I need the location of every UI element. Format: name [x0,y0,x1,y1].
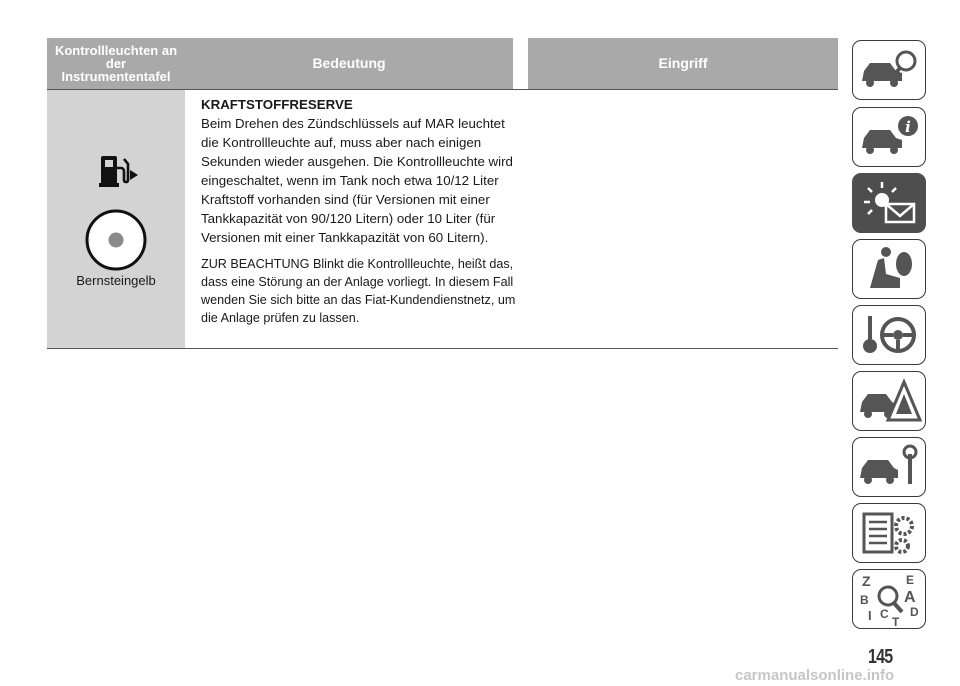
tab-letter-e: E [906,573,915,587]
tab-letter-i: I [868,608,872,623]
svg-text:i: i [905,118,911,136]
tab-warning-lights[interactable] [852,173,926,233]
tab-letter-b: B [860,593,869,607]
warning-title: KRAFTSTOFFRESERVE [201,97,353,112]
tab-index[interactable] [852,569,926,629]
meaning-cell [201,95,516,327]
car-info-icon [856,112,922,162]
car-breakdown-warning-icon [856,376,922,426]
header-lamps [47,38,185,89]
tab-letter-c: C [880,607,889,621]
warning-light-message-icon [856,178,922,228]
lamp-cell [47,90,185,348]
warning-note: ZUR BEACHTUNG Blinkt die Kontrollleuchte, heißt das, dass eine Störung an der Anlage vorliegt. In diesem Fall wenden Sie sich bitte an das Fiat-Kundendienstnetz, um die Anlage prüfen zu lassen. [201,257,516,325]
tab-emergency[interactable] [852,371,926,431]
tab-knowing-car[interactable] [852,40,926,100]
car-wrench-icon [856,442,922,492]
lamp-color-label: Bernsteingelb [76,273,156,288]
specifications-gears-icon [856,508,922,558]
tab-letter-d: D [910,605,919,619]
tab-technical-data[interactable] [852,503,926,563]
header-lamps-line3: Instrumententafel [61,69,171,84]
warning-description: Beim Drehen des Zündschlüssels auf MAR leuchtet die Kontrollleuchte auf, muss aber nach einigen Sekunden wieder ausgehen. Die Kontrollleuchte wird eingeschaltet, wenn im Tank noch etwa 10/12 Liter Kraftstoff vorhanden sind (für Versionen mit einer Tankkapazität von 90/120 Litern) oder 10 Liter (für Versionen mit einer Tankkapazität von 60 Litern). [201,116,513,245]
header-lamps-line2: der [105,56,127,71]
tab-letter-z: Z [862,573,871,589]
watermark: carmanualsonline.info [735,667,895,684]
table-rule-bottom [47,348,838,349]
fuel-pump-warning-icon [99,152,139,188]
lamp-indicator-icon [84,208,148,272]
key-steering-wheel-icon [856,310,922,360]
tab-car-info[interactable] [852,107,926,167]
tab-safety[interactable] [852,239,926,299]
seat-airbag-icon [856,244,922,294]
header-intervention: Eingriff [528,38,838,89]
header-meaning: Bedeutung [185,38,513,89]
tab-letter-a: A [904,589,916,606]
car-search-icon [856,45,922,95]
tab-letter-t: T [892,615,900,626]
index-alphabet-search-icon [856,572,922,626]
page-number: 145 [868,646,893,668]
tab-starting-driving[interactable] [852,305,926,365]
tab-servicing[interactable] [852,437,926,497]
header-lamps-line1: Kontrollleuchten an [54,43,178,58]
